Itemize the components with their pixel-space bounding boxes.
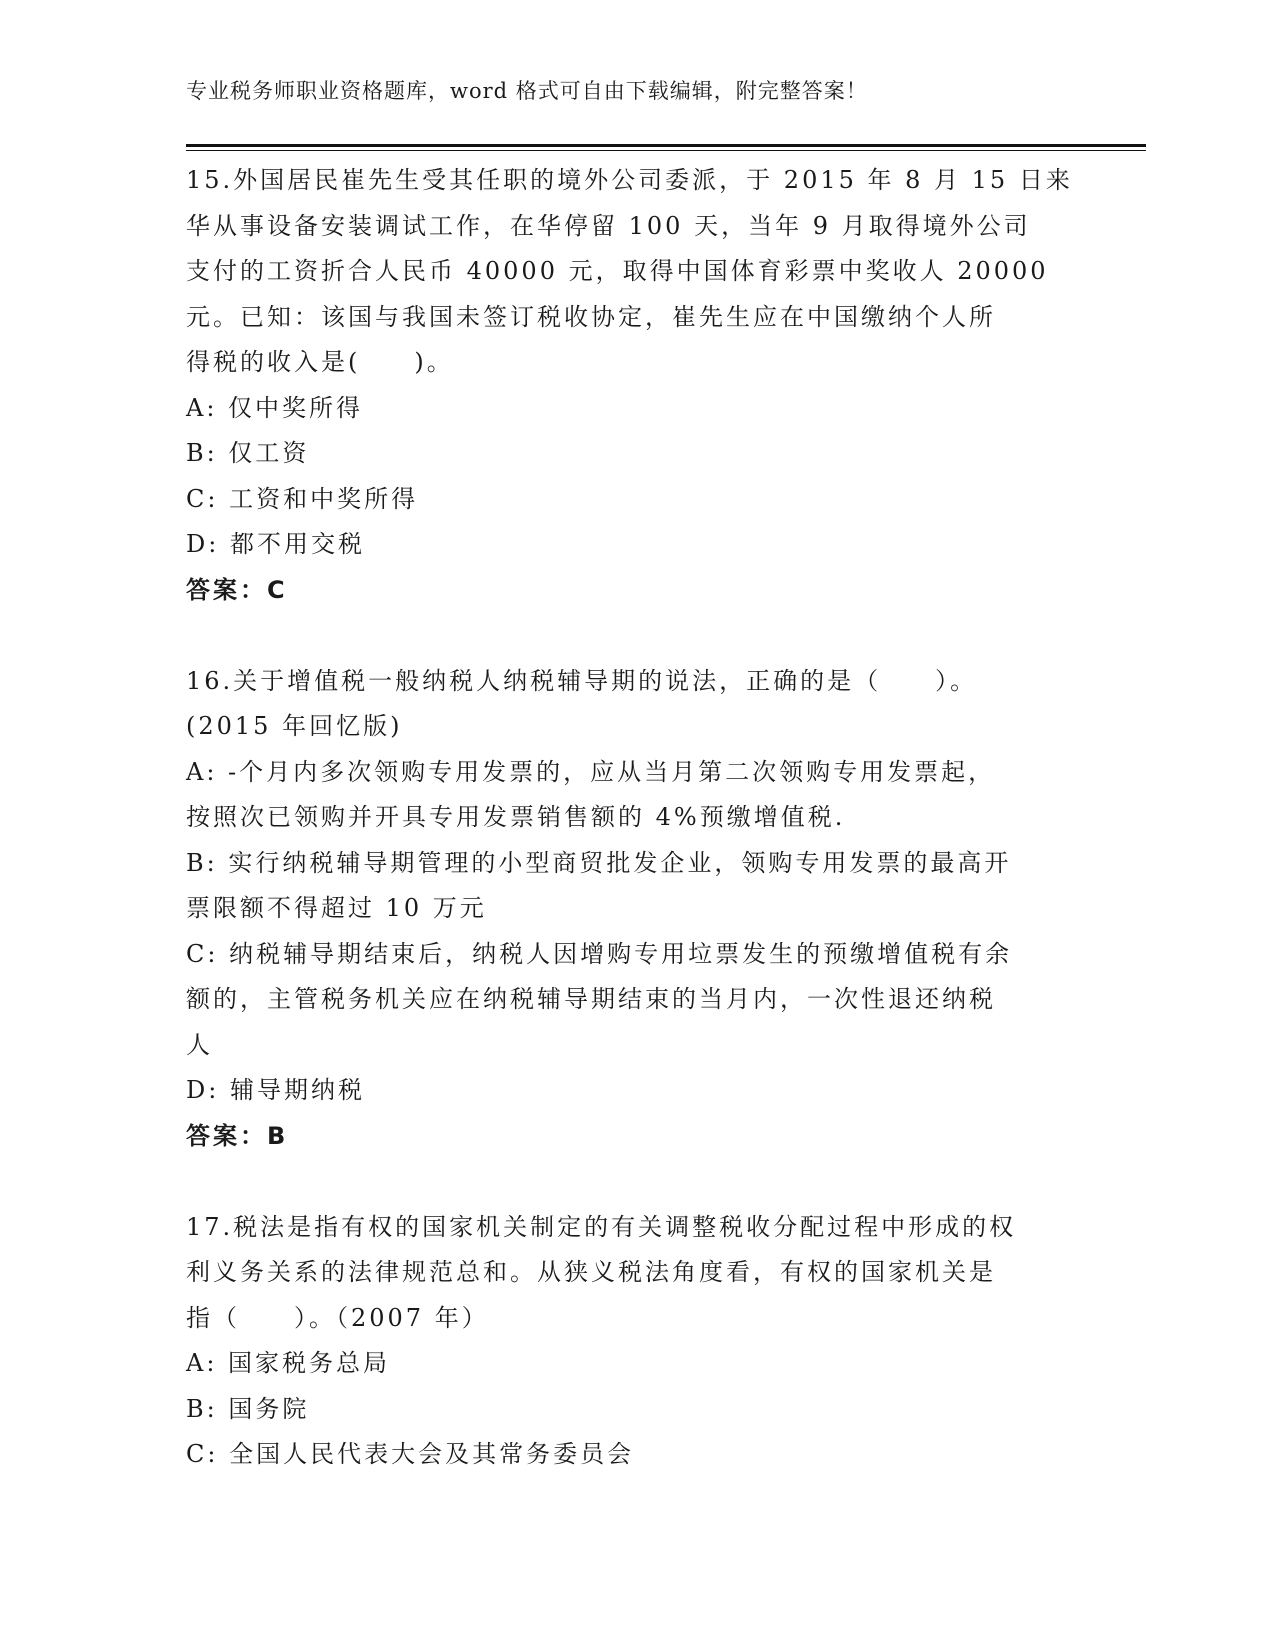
- question-stem-line: 16.关于增值税一般纳税人纳税辅导期的说法，正确的是（ ）。: [186, 666, 978, 695]
- option-c: C: 全国人民代表大会及其常务委员会: [186, 1440, 635, 1468]
- option-b: B: 实行纳税辅导期管理的小型商贸批发企业，领购专用发票的最高开: [186, 848, 1012, 877]
- question-16: [186, 659, 1066, 1160]
- question-spacer: [186, 1159, 1066, 1205]
- question-stem-line: (2015 年回忆版): [186, 712, 403, 740]
- header-divider-thick: [186, 144, 1146, 147]
- option-c: C: 工资和中奖所得: [186, 484, 419, 513]
- question-stem-line: 指（ ）。（2007 年）: [186, 1303, 489, 1332]
- option-b: B: 仅工资: [186, 439, 310, 467]
- option-c-continued: 人: [186, 1030, 213, 1059]
- option-d: D: 辅导期纳税: [186, 1076, 365, 1104]
- page-header: 专业税务师职业资格题库，word 格式可自由下载编辑，附完整答案！: [186, 79, 868, 103]
- option-c-continued: 额的，主管税务机关应在纳税辅导期结束的当月内，一次性退还纳税: [186, 985, 996, 1013]
- option-b-continued: 票限额不得超过 10 万元: [186, 894, 487, 922]
- answer-line: 答案：C: [186, 575, 288, 604]
- option-d: D: 都不用交税: [186, 530, 365, 558]
- option-b: B: 国务院: [186, 1394, 310, 1423]
- header-divider-thin: [186, 150, 1146, 151]
- question-stem-line: 15.外国居民崔先生受其任职的境外公司委派，于 2015 年 8 月 15 日来: [186, 166, 1073, 194]
- question-15: [186, 158, 1073, 613]
- answer-line: 答案：B: [186, 1121, 289, 1150]
- option-a: A: 国家税务总局: [186, 1349, 391, 1377]
- option-c: C: 纳税辅导期结束后，纳税人因增购专用垃票发生的预缴增值税有余: [186, 939, 1013, 968]
- question-stem-line: 元。已知：该国与我国未签订税收协定，崔先生应在中国缴纳个人所: [186, 302, 996, 331]
- question-stem-line: 华从事设备安装调试工作，在华停留 100 天，当年 9 月取得境外公司: [186, 211, 1031, 240]
- option-a: A: 仅中奖所得: [186, 393, 364, 422]
- question-17: [186, 1205, 1066, 1478]
- question-stem-line: 17.税法是指有权的国家机关制定的有关调整税收分配过程中形成的权: [186, 1212, 1017, 1241]
- question-spacer: [186, 613, 1066, 659]
- question-stem-line: 得税的收入是( )。: [186, 348, 454, 376]
- question-list: [186, 158, 1073, 1478]
- option-a-continued: 按照次已领购并开具专用发票销售额的 4%预缴增值税.: [186, 803, 846, 831]
- question-stem-line: 利义务关系的法律规范总和。从狭义税法角度看，有权的国家机关是: [186, 1258, 996, 1286]
- question-stem-line: 支付的工资折合人民币 40000 元，取得中国体育彩票中奖收人 20000: [186, 257, 1049, 285]
- option-a: A: -个月内多次领购专用发票的，应从当月第二次领购专用发票起，: [186, 757, 996, 786]
